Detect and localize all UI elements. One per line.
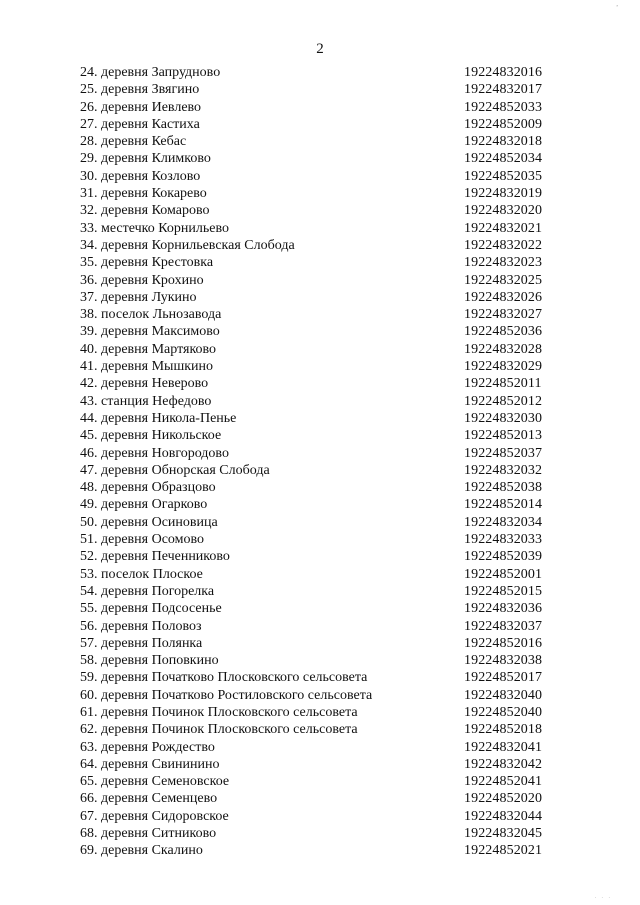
settlement-row	[80, 756, 560, 773]
settlement-row	[80, 479, 560, 496]
settlement-row	[80, 254, 560, 271]
settlement-name: 45. деревня Никольское	[80, 428, 222, 444]
settlement-row	[80, 133, 560, 150]
settlement-code: 19224832030	[464, 410, 543, 426]
settlement-row	[80, 618, 560, 635]
settlement-row	[80, 704, 560, 721]
settlement-name: 28. деревня Кебас	[80, 134, 187, 150]
settlement-name: 41. деревня Мышкино	[80, 359, 214, 375]
settlement-name: 55. деревня Подсосенье	[80, 601, 222, 617]
settlement-code: 19224832041	[464, 739, 543, 755]
settlement-row	[80, 721, 560, 738]
settlement-row	[80, 64, 560, 81]
settlement-row	[80, 825, 560, 842]
settlement-name: 54. деревня Погорелка	[80, 583, 215, 599]
settlement-code: 19224852039	[464, 549, 543, 565]
settlement-code: 19224852013	[464, 428, 543, 444]
settlement-row	[80, 566, 560, 583]
settlement-row	[80, 842, 560, 859]
settlement-code: 19224832018	[464, 134, 543, 150]
settlement-row	[80, 306, 560, 323]
settlement-code: 19224832038	[464, 653, 543, 669]
settlement-code: 19224832027	[464, 307, 543, 323]
settlement-code: 19224852038	[464, 480, 543, 496]
settlement-name: 24. деревня Запрудново	[80, 65, 221, 80]
settlement-row	[80, 220, 560, 237]
settlement-row	[80, 185, 560, 202]
settlement-code: 19224832022	[464, 237, 543, 253]
settlement-name: 46. деревня Новгородово	[80, 445, 229, 461]
settlement-code: 19224832044	[464, 808, 543, 824]
settlement-name: 67. деревня Сидоровское	[80, 808, 229, 824]
page-number: 2	[316, 41, 324, 57]
settlement-row	[80, 81, 560, 98]
settlement-name: 63. деревня Рождество	[80, 739, 215, 755]
settlement-code: 19224832036	[464, 601, 543, 617]
settlement-name: 62. деревня Починок Плосковского сельсовета	[80, 722, 358, 738]
settlement-list	[80, 64, 560, 860]
settlement-code: 19224852040	[464, 704, 543, 720]
settlement-name: 44. деревня Никола-Пенье	[80, 410, 237, 426]
settlement-row	[80, 427, 560, 444]
settlement-row	[80, 808, 560, 825]
settlement-code: 19224832029	[464, 359, 543, 375]
settlement-row	[80, 635, 560, 652]
settlement-code: 19224832019	[464, 186, 543, 202]
settlement-name: 25. деревня Звягино	[80, 82, 200, 98]
settlement-row	[80, 531, 560, 548]
corner-scan-mark: ,	[616, 0, 618, 8]
settlement-code: 19224832016	[464, 65, 543, 80]
settlement-code: 19224852035	[464, 168, 543, 184]
settlement-row	[80, 323, 560, 340]
settlement-row	[80, 600, 560, 617]
settlement-row	[80, 652, 560, 669]
settlement-code: 19224852041	[464, 774, 543, 790]
settlement-row	[80, 773, 560, 790]
settlement-code: 19224852012	[464, 393, 543, 409]
settlement-code: 19224832032	[464, 462, 543, 478]
settlement-row	[80, 669, 560, 686]
settlement-code: 19224832026	[464, 289, 543, 305]
settlement-name: 57. деревня Полянка	[80, 635, 203, 651]
settlement-name: 49. деревня Огарково	[80, 497, 208, 513]
settlement-row	[80, 289, 560, 306]
settlement-name: 58. деревня Поповкино	[80, 653, 219, 669]
settlement-code: 19224852036	[464, 324, 543, 340]
settlement-row	[80, 202, 560, 219]
settlement-row	[80, 150, 560, 167]
settlement-code: 19224852014	[464, 497, 543, 513]
settlement-code: 19224852016	[464, 635, 543, 651]
settlement-row	[80, 410, 560, 427]
footer-scan-mark: · · ·	[594, 896, 612, 901]
settlement-name: 34. деревня Корнильевская Слобода	[80, 237, 295, 253]
settlement-code: 19224832017	[464, 82, 543, 98]
settlement-name: 60. деревня Початково Ростиловского сельсовета	[80, 687, 373, 703]
settlement-name: 68. деревня Ситниково	[80, 826, 217, 842]
settlement-name: 52. деревня Печенниково	[80, 549, 230, 565]
settlement-name: 64. деревня Свининино	[80, 756, 220, 772]
settlement-code: 19224852020	[464, 791, 543, 807]
settlement-row	[80, 445, 560, 462]
settlement-code: 19224832025	[464, 272, 543, 288]
settlement-name: 42. деревня Неверово	[80, 376, 209, 392]
settlement-code: 19224832021	[464, 220, 543, 236]
settlement-code: 19224852037	[464, 445, 543, 461]
settlement-row	[80, 358, 560, 375]
settlement-name: 48. деревня Образцово	[80, 480, 216, 496]
settlement-name: 37. деревня Лукино	[80, 289, 197, 305]
settlement-name: 50. деревня Осиновица	[80, 514, 218, 530]
settlement-code: 19224852017	[464, 670, 543, 686]
settlement-row	[80, 739, 560, 756]
settlement-code: 19224832042	[464, 756, 543, 772]
settlement-row	[80, 790, 560, 807]
settlement-name: 61. деревня Починок Плосковского сельсовета	[80, 704, 358, 720]
settlement-row	[80, 687, 560, 704]
settlement-code: 19224832028	[464, 341, 543, 357]
settlement-row	[80, 548, 560, 565]
settlement-name: 33. местечко Корнильево	[80, 220, 229, 236]
settlement-name: 40. деревня Мартяково	[80, 341, 217, 357]
settlement-row	[80, 583, 560, 600]
settlement-code: 19224832037	[464, 618, 543, 634]
settlement-name: 47. деревня Обнорская Слобода	[80, 462, 270, 478]
settlement-code: 19224852021	[464, 843, 543, 859]
settlement-row	[80, 116, 560, 133]
settlement-code: 19224832023	[464, 255, 543, 271]
settlement-row	[80, 393, 560, 410]
settlement-code: 19224852034	[464, 151, 543, 167]
settlement-name: 26. деревня Иевлево	[80, 99, 202, 115]
settlement-code: 19224852018	[464, 722, 543, 738]
settlement-row	[80, 514, 560, 531]
settlement-name: 59. деревня Початково Плосковского сельсовета	[80, 670, 368, 686]
settlement-row	[80, 168, 560, 185]
settlement-name: 36. деревня Крохино	[80, 272, 204, 288]
settlement-name: 30. деревня Козлово	[80, 168, 201, 184]
settlement-code: 19224832034	[464, 514, 543, 530]
settlement-code: 19224832020	[464, 203, 543, 219]
settlement-name: 35. деревня Крестовка	[80, 255, 214, 271]
settlement-row	[80, 496, 560, 513]
settlement-row	[80, 341, 560, 358]
settlement-code: 19224852011	[464, 376, 542, 392]
settlement-name: 38. поселок Льнозавода	[80, 307, 222, 323]
settlement-name: 53. поселок Плоское	[80, 566, 203, 582]
settlement-code: 19224852015	[464, 583, 543, 599]
settlement-name: 66. деревня Семенцево	[80, 791, 218, 807]
settlement-name: 29. деревня Климково	[80, 151, 211, 167]
settlement-code: 19224852001	[464, 566, 543, 582]
settlement-code: 19224832040	[464, 687, 543, 703]
settlement-name: 43. станция Нефедово	[80, 393, 212, 409]
settlement-row	[80, 237, 560, 254]
settlement-code: 19224832033	[464, 532, 543, 548]
settlement-name: 69. деревня Скалино	[80, 843, 203, 859]
settlement-name: 65. деревня Семеновское	[80, 774, 230, 790]
settlement-row	[80, 99, 560, 116]
settlement-row	[80, 375, 560, 392]
settlement-name: 56. деревня Половоз	[80, 618, 202, 634]
settlement-name: 27. деревня Кастиха	[80, 116, 200, 132]
settlement-name: 31. деревня Кокарево	[80, 186, 207, 202]
settlement-code: 19224852009	[464, 116, 543, 132]
settlement-name: 32. деревня Комарово	[80, 203, 210, 219]
settlement-row	[80, 462, 560, 479]
settlement-code: 19224832045	[464, 826, 543, 842]
settlement-name: 51. деревня Осомово	[80, 532, 205, 548]
settlement-name: 39. деревня Максимово	[80, 324, 220, 340]
settlement-code: 19224852033	[464, 99, 543, 115]
settlement-row	[80, 272, 560, 289]
